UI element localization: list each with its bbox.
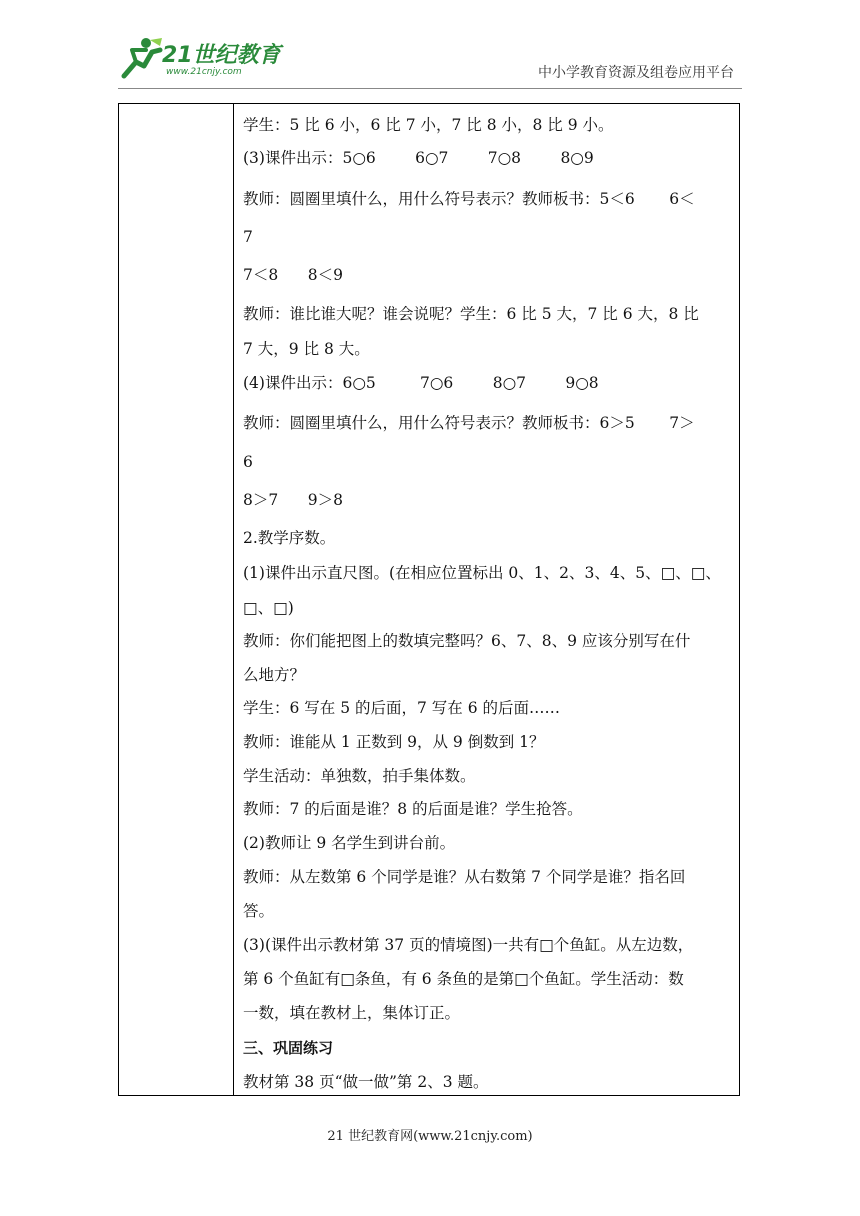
text-line: 6 (243, 453, 253, 471)
text-line: 教师：圆圈里填什么，用什么符号表示？教师板书：5＜6 6＜ (243, 190, 695, 208)
text-line: 学生：6 写在 5 的后面，7 写在 6 的后面…… (243, 699, 561, 717)
text-line: 教材第 38 页“做一做”第 2、3 题。 (243, 1073, 489, 1091)
text-line: □、□) (243, 599, 294, 617)
text-line: 教师：谁能从 1 正数到 9，从 9 倒数到 1？ (243, 733, 545, 751)
platform-title: 中小学教育资源及组卷应用平台 (538, 65, 734, 81)
text-line: 7 大，9 比 8 大。 (243, 340, 370, 358)
text-line: 学生：5 比 6 小，6 比 7 小，7 比 8 小，8 比 9 小。 (243, 116, 614, 134)
runner-logo-icon (116, 36, 164, 80)
text-line: 一数，填在教材上，集体订正。 (243, 1004, 461, 1022)
text-line: 第 6 个鱼缸有□条鱼，有 6 条鱼的是第□个鱼缸。学生活动：数 (243, 970, 684, 988)
text-line: 教师：圆圈里填什么，用什么符号表示？教师板书：6＞5 7＞ (243, 414, 695, 432)
page-header (0, 0, 860, 95)
logo (116, 36, 286, 84)
text-line: (3)课件出示：5○6 6○7 7○8 8○9 (243, 149, 594, 167)
text-line: 学生活动：单独数，拍手集体数。 (243, 767, 476, 785)
logo-url: www.21cnjy.com (166, 67, 242, 77)
text-line: 7 (243, 228, 253, 246)
text-line: 8＞7 9＞8 (243, 491, 344, 509)
text-line: 7＜8 8＜9 (243, 266, 344, 284)
table-left-cell (119, 104, 234, 1095)
section-heading: 三、巩固练习 (243, 1039, 334, 1057)
logo-text: 21世纪教育 (162, 43, 281, 68)
text-line: 答。 (243, 902, 275, 920)
table-content-cell (235, 104, 739, 1095)
text-line: (2)教师让 9 名学生到讲台前。 (243, 834, 456, 852)
text-line: (1)课件出示直尺图。(在相应位置标出 0、1、2、3、4、5、□、□、 (243, 564, 721, 582)
header-divider (118, 88, 742, 89)
text-line: 2.教学序数。 (243, 529, 336, 547)
text-line: 教师：7 的后面是谁？8 的后面是谁？学生抢答。 (243, 800, 583, 818)
text-line: 么地方？ (243, 666, 306, 684)
text-line: 教师：你们能把图上的数填完整吗？6、7、8、9 应该分别写在什 (243, 632, 691, 650)
lesson-table (118, 103, 740, 1096)
text-line: 教师：从左数第 6 个同学是谁？从右数第 7 个同学是谁？指名回 (243, 868, 686, 886)
text-line: (3)(课件出示教材第 37 页的情境图)一共有□个鱼缸。从左边数， (243, 936, 694, 954)
text-line: 教师：谁比谁大呢？谁会说呢？学生：6 比 5 大，7 比 6 大，8 比 (243, 305, 699, 323)
text-line: (4)课件出示：6○5 7○6 8○7 9○8 (243, 374, 599, 392)
page-footer: 21 世纪教育网(www.21cnjy.com) (327, 1129, 533, 1144)
